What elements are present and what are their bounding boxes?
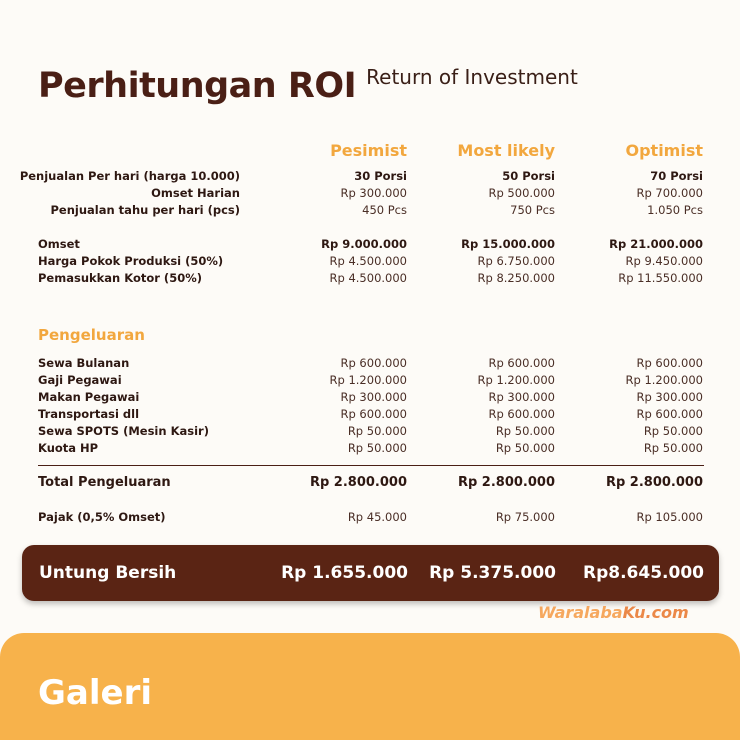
table-row bbox=[0, 407, 740, 424]
cell-value: Rp 600.000 bbox=[488, 407, 555, 421]
cell-value: Rp 600.000 bbox=[488, 356, 555, 370]
cell-value: Rp 300.000 bbox=[636, 390, 703, 404]
gallery-title: Galeri bbox=[38, 673, 152, 713]
cell-value: Rp 600.000 bbox=[340, 356, 407, 370]
table-row bbox=[0, 356, 740, 373]
total-expenses-row bbox=[0, 475, 740, 492]
net-profit-value: Rp 5.375.000 bbox=[429, 563, 556, 583]
row-label: Pajak (0,5% Omset) bbox=[38, 510, 166, 524]
watermark-text: Waralaba bbox=[538, 603, 623, 622]
table-row bbox=[0, 237, 740, 254]
cell-value: Rp 2.800.000 bbox=[457, 475, 555, 490]
row-label: Sewa SPOTS (Mesin Kasir) bbox=[38, 424, 209, 438]
row-label: Kuota HP bbox=[38, 441, 99, 455]
table-row bbox=[0, 271, 740, 288]
row-label: Penjualan Per hari (harga 10.000) bbox=[19, 169, 240, 183]
table-row bbox=[0, 441, 740, 458]
column-header-optimist: Optimist bbox=[625, 141, 703, 160]
cell-value: Rp 11.550.000 bbox=[618, 271, 703, 285]
cell-value: Rp 1.200.000 bbox=[625, 373, 703, 387]
cell-value: 1.050 Pcs bbox=[647, 203, 703, 217]
table-row bbox=[0, 186, 740, 203]
table-row bbox=[0, 254, 740, 271]
cell-value: Rp 300.000 bbox=[340, 186, 407, 200]
cell-value: 450 Pcs bbox=[362, 203, 407, 217]
cell-value: Rp 1.200.000 bbox=[477, 373, 555, 387]
cell-value: 750 Pcs bbox=[510, 203, 555, 217]
table-row bbox=[0, 373, 740, 390]
tax-row bbox=[0, 510, 740, 527]
net-profit-bar bbox=[22, 545, 719, 601]
cell-value: Rp 21.000.000 bbox=[609, 237, 703, 251]
cell-value: Rp 600.000 bbox=[636, 407, 703, 421]
column-header-most-likely: Most likely bbox=[457, 141, 555, 160]
column-header-pesimist: Pesimist bbox=[330, 141, 407, 160]
cell-value: Rp 2.800.000 bbox=[309, 475, 407, 490]
table-row bbox=[0, 424, 740, 441]
page-title-row bbox=[38, 58, 578, 114]
cell-value: Rp 50.000 bbox=[643, 441, 703, 455]
cell-value: Rp 9.450.000 bbox=[625, 254, 703, 268]
divider bbox=[38, 465, 704, 466]
net-profit-value: Rp 1.655.000 bbox=[281, 563, 408, 583]
watermark-logo bbox=[538, 603, 689, 622]
cell-value: Rp 4.500.000 bbox=[329, 271, 407, 285]
cell-value: Rp 300.000 bbox=[488, 390, 555, 404]
row-label: Total Pengeluaran bbox=[38, 475, 171, 490]
cell-value: Rp 4.500.000 bbox=[329, 254, 407, 268]
table-row bbox=[0, 390, 740, 407]
row-label: Omset bbox=[38, 237, 80, 251]
table-row bbox=[0, 169, 740, 186]
row-label: Sewa Bulanan bbox=[38, 356, 130, 370]
watermark-domain: Ku.com bbox=[622, 603, 689, 622]
cell-value: Rp 50.000 bbox=[347, 424, 407, 438]
cell-value: Rp 8.250.000 bbox=[477, 271, 555, 285]
cell-value: 30 Porsi bbox=[354, 169, 407, 183]
expenses-heading: Pengeluaran bbox=[38, 326, 145, 344]
cell-value: Rp 105.000 bbox=[636, 510, 703, 524]
row-label: Pemasukkan Kotor (50%) bbox=[38, 271, 202, 285]
cell-value: Rp 700.000 bbox=[636, 186, 703, 200]
cell-value: 70 Porsi bbox=[650, 169, 703, 183]
cell-value: Rp 600.000 bbox=[340, 407, 407, 421]
cell-value: Rp 2.800.000 bbox=[605, 475, 703, 490]
cell-value: Rp 50.000 bbox=[347, 441, 407, 455]
cell-value: 50 Porsi bbox=[502, 169, 555, 183]
cell-value: Rp 500.000 bbox=[488, 186, 555, 200]
cell-value: Rp 45.000 bbox=[347, 510, 407, 524]
net-profit-label: Untung Bersih bbox=[39, 563, 177, 583]
row-label: Harga Pokok Produksi (50%) bbox=[38, 254, 224, 268]
row-label: Omset Harian bbox=[151, 186, 240, 200]
row-label: Makan Pegawai bbox=[38, 390, 140, 404]
cell-value: Rp 9.000.000 bbox=[321, 237, 407, 251]
cell-value: Rp 15.000.000 bbox=[461, 237, 555, 251]
row-label: Penjualan tahu per hari (pcs) bbox=[50, 203, 240, 217]
gallery-panel bbox=[0, 633, 740, 740]
cell-value: Rp 600.000 bbox=[636, 356, 703, 370]
cell-value: Rp 1.200.000 bbox=[329, 373, 407, 387]
cell-value: Rp 50.000 bbox=[643, 424, 703, 438]
cell-value: Rp 6.750.000 bbox=[477, 254, 555, 268]
row-label: Gaji Pegawai bbox=[38, 373, 122, 387]
page-title: Perhitungan ROI bbox=[38, 66, 357, 106]
cell-value: Rp 75.000 bbox=[495, 510, 555, 524]
page-subtitle: Return of Investment bbox=[366, 65, 578, 89]
row-label: Transportasi dll bbox=[38, 407, 140, 421]
cell-value: Rp 50.000 bbox=[495, 441, 555, 455]
cell-value: Rp 300.000 bbox=[340, 390, 407, 404]
cell-value: Rp 50.000 bbox=[495, 424, 555, 438]
table-row bbox=[0, 203, 740, 220]
net-profit-value: Rp8.645.000 bbox=[583, 563, 704, 583]
